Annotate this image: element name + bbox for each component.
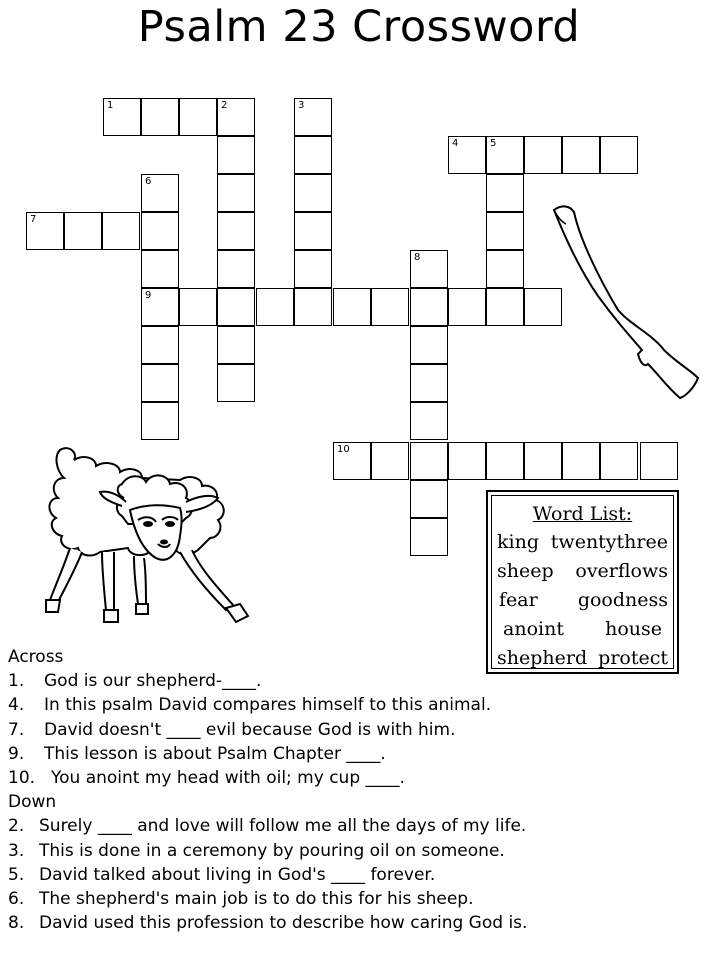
grid-cell[interactable] [410,442,448,480]
grid-cell[interactable] [486,174,524,212]
clue-text: In this psalm David compares himself to this animal. [44,695,492,716]
clue-across [8,742,527,766]
grid-cell[interactable] [410,288,448,326]
grid-cell[interactable] [600,442,638,480]
word-list-item: twentythree [550,531,668,553]
grid-cell[interactable] [217,98,255,136]
cell-number: 10 [337,444,350,455]
clue-across [8,766,527,790]
grid-cell[interactable] [410,480,448,518]
clue-text: David used this profession to describe how caring God is. [39,913,528,934]
clue-number: 3. [8,840,25,861]
clue-text: You anoint my head with oil; my cup ____. [51,768,405,789]
grid-cell[interactable] [217,250,255,288]
grid-cell[interactable] [141,402,179,440]
grid-cell[interactable] [294,250,332,288]
word-list-item: fear [499,589,538,611]
page-title: Psalm 23 Crossword [137,2,581,52]
clue-number: 4. [8,695,25,716]
grid-cell[interactable] [179,98,217,136]
grid-cell[interactable] [333,442,371,480]
grid-cell[interactable] [141,212,179,250]
clue-text: God is our shepherd-____. [44,671,262,692]
grid-cell[interactable] [217,288,255,326]
grid-cell[interactable] [217,364,255,402]
clue-across [8,693,527,717]
clue-down [8,863,527,887]
word-list-inner [491,495,674,669]
grid-cell[interactable] [562,442,600,480]
grid-cell[interactable] [102,212,140,250]
grid-cell[interactable] [410,326,448,364]
grid-cell[interactable] [294,288,332,326]
clue-text: This is done in a ceremony by pouring oil on someone. [39,840,505,861]
word-list-row [492,557,673,586]
grid-cell[interactable] [486,250,524,288]
grid-cell[interactable] [141,98,179,136]
word-list-item: overflows [575,560,668,582]
grid-cell[interactable] [26,212,64,250]
grid-cell[interactable] [524,442,562,480]
grid-cell[interactable] [141,364,179,402]
grid-cell[interactable] [371,288,409,326]
grid-cell[interactable] [294,136,332,174]
word-list-row [492,528,673,557]
clue-down [8,814,527,838]
grid-cell[interactable] [179,288,217,326]
grid-cell[interactable] [217,136,255,174]
grid-cell[interactable] [217,326,255,364]
clue-number: 7. [8,719,25,740]
grid-cell[interactable] [256,288,294,326]
grid-cell[interactable] [64,212,102,250]
grid-cell[interactable] [333,288,371,326]
cell-number: 7 [30,214,37,225]
clue-across [8,718,527,742]
word-list-row [492,615,673,644]
grid-cell[interactable] [217,174,255,212]
grid-cell[interactable] [294,174,332,212]
word-list-item: sheep [497,560,554,582]
grid-cell[interactable] [562,136,600,174]
clue-text: David talked about living in God's ____ forever. [39,864,436,885]
word-list-item: shepherd [497,647,588,669]
clue-across [8,669,527,693]
grid-cell[interactable] [141,250,179,288]
grid-cell[interactable] [486,212,524,250]
grid-cell[interactable] [410,250,448,288]
cell-number: 1 [107,100,114,111]
cell-number: 3 [298,100,305,111]
clue-number: 9. [8,743,25,764]
word-list-item: house [605,618,662,640]
grid-cell[interactable] [410,402,448,440]
grid-cell[interactable] [103,98,141,136]
cell-number: 6 [145,176,152,187]
grid-cell[interactable] [486,288,524,326]
grid-cell[interactable] [600,136,638,174]
cell-number: 4 [452,138,459,149]
grid-cell[interactable] [141,288,179,326]
clue-down [8,911,527,935]
word-list-item: goodness [577,589,668,611]
grid-cell[interactable] [294,212,332,250]
clue-number: 8. [8,913,25,934]
grid-cell[interactable] [141,174,179,212]
grid-cell[interactable] [410,518,448,556]
cell-number: 8 [414,252,421,263]
grid-cell[interactable] [294,98,332,136]
grid-cell[interactable] [448,288,486,326]
grid-cell[interactable] [486,442,524,480]
clue-down [8,887,527,911]
grid-cell[interactable] [141,326,179,364]
sheep-illustration [30,440,260,640]
clue-text: Surely ____ and love will follow me all the days of my life. [39,816,527,837]
clue-down [8,839,527,863]
grid-cell[interactable] [640,442,678,480]
shepherd-staff-illustration [540,200,710,410]
cell-number: 5 [490,138,497,149]
grid-cell[interactable] [524,136,562,174]
clues-section [8,645,527,935]
grid-cell[interactable] [371,442,409,480]
clue-text: This lesson is about Psalm Chapter ____. [44,743,386,764]
clue-number: 10. [8,768,36,789]
clue-number: 5. [8,864,25,885]
across-heading: Across [8,647,64,667]
word-list-item: king [497,531,539,553]
clue-number: 6. [8,889,25,910]
word-list-item: protect [598,647,668,669]
clue-text: David doesn't ____ evil because God is with him. [44,719,456,740]
clue-number: 1. [8,671,25,692]
grid-cell[interactable] [448,136,486,174]
word-list-title: Word List: [532,503,633,525]
grid-cell[interactable] [486,136,524,174]
down-heading: Down [8,792,57,813]
clue-text: The shepherd's main job is to do this for his sheep. [39,889,474,910]
word-list-row [492,586,673,615]
clue-number: 2. [8,816,25,837]
grid-cell[interactable] [448,442,486,480]
cell-number: 2 [221,100,228,111]
grid-cell[interactable] [217,212,255,250]
cell-number: 9 [145,290,152,301]
word-list-item: anoint [503,618,564,640]
grid-cell[interactable] [410,364,448,402]
